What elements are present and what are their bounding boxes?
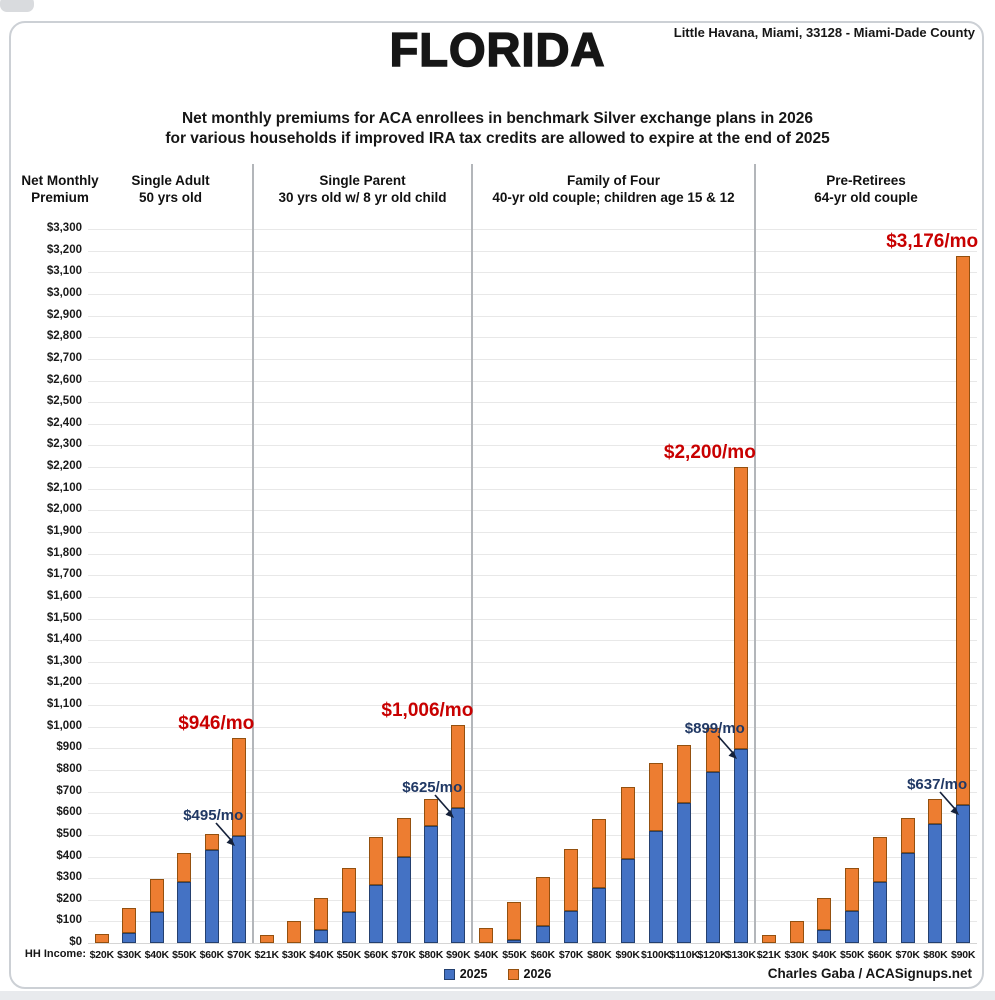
group-header-line2: 40-yr old couple; children age 15 & 12 xyxy=(492,190,735,205)
bar-segment-2026 xyxy=(95,934,109,943)
bar-segment-2026 xyxy=(287,921,301,943)
legend-swatch-2026 xyxy=(508,969,519,980)
x-tick-label: $30K xyxy=(784,949,809,961)
x-tick-label: $50K xyxy=(172,949,197,961)
x-tick-label: $30K xyxy=(117,949,142,961)
screenshot-corner-artifact xyxy=(0,0,34,12)
bar-column-$21K xyxy=(755,229,783,961)
bar-column-$30K xyxy=(116,229,144,961)
x-tick-label: $40K xyxy=(812,949,837,961)
y-tick-label: $1,400 xyxy=(46,633,82,646)
bar-column-$50K xyxy=(171,229,199,961)
x-tick-label: $110K xyxy=(669,949,699,961)
callout-2026: $3,176/mo xyxy=(886,230,979,252)
x-tick-label: $80K xyxy=(923,949,948,961)
y-tick-label: $900 xyxy=(56,741,82,754)
x-tick-label: $100K xyxy=(640,949,671,961)
group-header-2 xyxy=(253,172,472,206)
y-tick-label: $3,300 xyxy=(46,222,82,234)
bar-segment-2025 xyxy=(621,859,635,943)
bar-column-$70K xyxy=(390,229,417,961)
callout-arrow-icon xyxy=(432,793,458,821)
bar-column-$110K xyxy=(669,229,699,961)
bar-segment-2025 xyxy=(649,831,663,944)
group-header-line1: Single Parent xyxy=(319,173,406,188)
bar-column-$80K xyxy=(585,229,613,961)
bar-column-$50K xyxy=(335,229,362,961)
bar-column-$70K xyxy=(557,229,585,961)
bar-segment-2026 xyxy=(536,877,550,926)
y-tick-label: $3,100 xyxy=(46,265,82,278)
bar-segment-2025 xyxy=(677,803,691,943)
x-tick-label: $90K xyxy=(615,949,640,961)
y-axis-title-line2: Premium xyxy=(31,190,89,205)
x-tick-label: $50K xyxy=(502,949,527,961)
legend-label: 2025 xyxy=(459,967,488,981)
bar-segment-2026 xyxy=(369,837,383,885)
bar-segment-2026 xyxy=(649,763,663,830)
bar-segment-2025 xyxy=(956,805,970,943)
bar-segment-2026 xyxy=(564,849,578,911)
y-tick-label: $500 xyxy=(56,827,82,840)
bar-segment-2026 xyxy=(873,837,887,882)
bar-column-$20K xyxy=(88,229,116,961)
bar-group-2 xyxy=(253,229,474,961)
y-tick-label: $2,200 xyxy=(46,460,82,472)
y-tick-label: $1,000 xyxy=(46,719,82,732)
x-tick-label: $90K xyxy=(446,949,471,961)
x-tick-label: $70K xyxy=(895,949,920,961)
bar-segment-2026 xyxy=(956,256,970,805)
bar-segment-2026 xyxy=(901,818,915,854)
bar-segment-2026 xyxy=(177,853,191,882)
callout-arrow-icon xyxy=(715,734,741,762)
bar-column-$21K xyxy=(253,229,280,961)
callout-2026: $2,200/mo xyxy=(663,442,756,463)
footer-credit: Charles Gaba / ACASignups.net xyxy=(767,966,972,981)
location-label: Little Havana, Miami, 33128 - Miami-Dade County xyxy=(673,25,975,40)
x-tick-label: $80K xyxy=(418,949,444,961)
y-tick-label: $100 xyxy=(56,914,82,927)
y-tick-label: $0 xyxy=(69,936,82,948)
y-tick-label: $3,000 xyxy=(46,286,82,299)
y-tick-label: $2,100 xyxy=(46,481,82,494)
group-header-line2: 64-yr old couple xyxy=(814,190,918,205)
bar-column-$90K xyxy=(613,229,641,961)
bar-segment-2025 xyxy=(150,912,164,943)
y-tick-label: $3,200 xyxy=(46,243,82,256)
callout-2026: $946/mo xyxy=(178,713,255,735)
x-tick-label: $70K xyxy=(391,949,416,961)
bar-segment-2025 xyxy=(507,940,521,943)
x-tick-label: $80K xyxy=(587,949,612,961)
x-tick-label: $60K xyxy=(199,949,224,961)
y-tick-label: $600 xyxy=(56,806,82,819)
x-tick-label: $70K xyxy=(227,949,252,961)
y-tick-label: $2,700 xyxy=(46,351,82,364)
y-tick-label: $2,500 xyxy=(46,395,82,408)
bar-segment-2026 xyxy=(621,787,635,858)
bar-segment-2026 xyxy=(677,745,691,803)
bar-segment-2026 xyxy=(507,902,521,940)
bar-segment-2025 xyxy=(592,888,606,943)
bar-column-$70K xyxy=(894,229,922,961)
bar-segment-2025 xyxy=(564,911,578,944)
bar-column-$40K xyxy=(143,229,171,961)
group-header-line1: Single Adult xyxy=(131,173,210,188)
bar-segment-2026 xyxy=(122,908,136,933)
y-tick-label: $700 xyxy=(56,784,82,797)
bar-group-4 xyxy=(755,229,979,961)
bar-segment-2026 xyxy=(592,819,606,888)
bar-column-$60K xyxy=(363,229,390,961)
callout-2025: $625/mo xyxy=(402,778,463,796)
y-tick-label: $200 xyxy=(56,892,82,905)
callout-2025: $899/mo xyxy=(684,719,745,737)
bar-segment-2025 xyxy=(205,850,219,943)
bar-segment-2025 xyxy=(706,772,720,943)
subtitle-line1: Net monthly premiums for ACA enrollees in benchmark Silver exchange plans in 2026 xyxy=(181,110,814,127)
y-tick-label: $1,600 xyxy=(46,589,82,602)
callout-arrow-icon xyxy=(937,790,963,818)
y-tick-label: $800 xyxy=(56,762,82,775)
bar-column-$100K xyxy=(640,229,671,961)
group-header-line2: 50 yrs old xyxy=(138,190,203,205)
y-tick-label: $1,700 xyxy=(46,568,82,581)
x-tick-label: $50K xyxy=(839,949,865,961)
bar-segment-2025 xyxy=(817,930,831,943)
bar-segment-2026 xyxy=(845,868,859,910)
y-tick-label: $2,800 xyxy=(46,330,82,343)
legend-item-2025 xyxy=(444,967,488,981)
bar-segment-2025 xyxy=(314,930,328,943)
x-tick-label: $40K xyxy=(144,949,169,961)
bar-segment-2025 xyxy=(873,882,887,943)
bar-column-$80K xyxy=(417,229,444,961)
bar-column-$50K xyxy=(838,229,866,961)
bottom-edge-strip xyxy=(0,991,995,1000)
x-tick-label: $30K xyxy=(281,949,307,961)
group-header-line1: Family of Four xyxy=(566,173,660,188)
callout-2025: $637/mo xyxy=(907,776,968,794)
x-tick-label: $60K xyxy=(364,949,389,961)
group-header-1 xyxy=(88,172,253,206)
legend-label: 2026 xyxy=(523,967,552,981)
x-tick-label: $21K xyxy=(254,949,279,961)
bar-column-$30K xyxy=(783,229,811,961)
y-tick-label: $1,900 xyxy=(46,524,82,537)
legend-swatch-2025 xyxy=(444,969,455,980)
bar-segment-2025 xyxy=(122,933,136,943)
bar-segment-2026 xyxy=(790,921,804,943)
x-tick-label: $40K xyxy=(309,949,334,961)
callout-2026: $1,006/mo xyxy=(381,700,474,722)
group-header-line2: 30 yrs old w/ 8 yr old child xyxy=(278,190,447,205)
bar-segment-2025 xyxy=(928,824,942,943)
y-axis-title-line1: Net Monthly xyxy=(21,173,99,188)
x-tick-label: $60K xyxy=(530,949,555,961)
bar-segment-2025 xyxy=(536,926,550,943)
bar-segment-2026 xyxy=(342,868,356,911)
bar-segment-2025 xyxy=(232,836,246,943)
callout-arrow-icon xyxy=(213,821,239,849)
y-tick-label: $2,400 xyxy=(46,416,82,429)
bar-segment-2025 xyxy=(342,912,356,943)
bar-column-$50K xyxy=(500,229,528,961)
bar-column-$80K xyxy=(922,229,950,961)
x-tick-label: $60K xyxy=(867,949,893,961)
y-tick-label: $1,200 xyxy=(46,676,82,689)
bar-column-$30K xyxy=(280,229,307,961)
y-tick-label: $2,000 xyxy=(46,503,82,516)
bar-column-$60K xyxy=(529,229,557,961)
bar-segment-2026 xyxy=(260,935,274,943)
chart-title: FLORIDA xyxy=(389,23,606,76)
bar-segment-2025 xyxy=(397,857,411,944)
bar-segment-2025 xyxy=(424,826,438,943)
bar-group-1 xyxy=(88,229,255,961)
bar-segment-2026 xyxy=(734,467,748,749)
x-tick-label: $70K xyxy=(558,949,584,961)
bar-segment-2026 xyxy=(397,818,411,857)
bar-column-$40K xyxy=(308,229,335,961)
bar-column-$40K xyxy=(472,229,500,961)
chart-subtitle xyxy=(0,109,995,149)
y-tick-label: $1,300 xyxy=(46,654,82,667)
bar-segment-2026 xyxy=(150,879,164,912)
callout-2025: $495/mo xyxy=(183,806,244,824)
x-tick-label: $40K xyxy=(473,949,499,961)
bar-column-$60K xyxy=(866,229,894,961)
bar-segment-2026 xyxy=(762,935,776,943)
group-header-3 xyxy=(472,172,755,206)
bar-group-3 xyxy=(472,229,756,961)
bar-segment-2025 xyxy=(451,808,465,943)
bar-segment-2026 xyxy=(479,928,493,943)
y-tick-label: $2,300 xyxy=(46,438,82,451)
bar-segment-2026 xyxy=(314,898,328,931)
gridline xyxy=(88,943,977,944)
bar-segment-2025 xyxy=(901,853,915,943)
group-header-4 xyxy=(755,172,977,206)
x-tick-label: $90K xyxy=(950,949,976,961)
y-tick-label: $1,100 xyxy=(46,698,82,710)
bar-column-$40K xyxy=(811,229,839,961)
x-tick-label: $21K xyxy=(756,949,782,961)
y-tick-label: $1,500 xyxy=(46,611,82,624)
x-tick-label: $50K xyxy=(336,949,361,961)
x-tick-label: $120K xyxy=(697,949,728,961)
bar-segment-2025 xyxy=(369,885,383,943)
bar-segment-2025 xyxy=(845,911,859,944)
y-tick-label: $2,900 xyxy=(46,308,82,321)
y-tick-label: $300 xyxy=(56,871,82,884)
group-header-line1: Pre-Retirees xyxy=(826,173,906,188)
subtitle-line2: for various households if improved IRA tax credits are allowed to expire at the end of 2025 xyxy=(165,130,830,147)
bar-segment-2025 xyxy=(734,749,748,944)
y-tick-label: $400 xyxy=(56,849,82,862)
bar-segment-2025 xyxy=(177,882,191,943)
hh-income-label: HH Income: xyxy=(24,948,86,960)
bar-segment-2026 xyxy=(817,898,831,931)
legend-item-2026 xyxy=(508,967,552,981)
y-tick-label: $2,600 xyxy=(46,373,82,386)
y-tick-label: $1,800 xyxy=(46,546,82,559)
x-tick-label: $20K xyxy=(89,949,114,961)
x-tick-label: $130K xyxy=(725,949,756,961)
